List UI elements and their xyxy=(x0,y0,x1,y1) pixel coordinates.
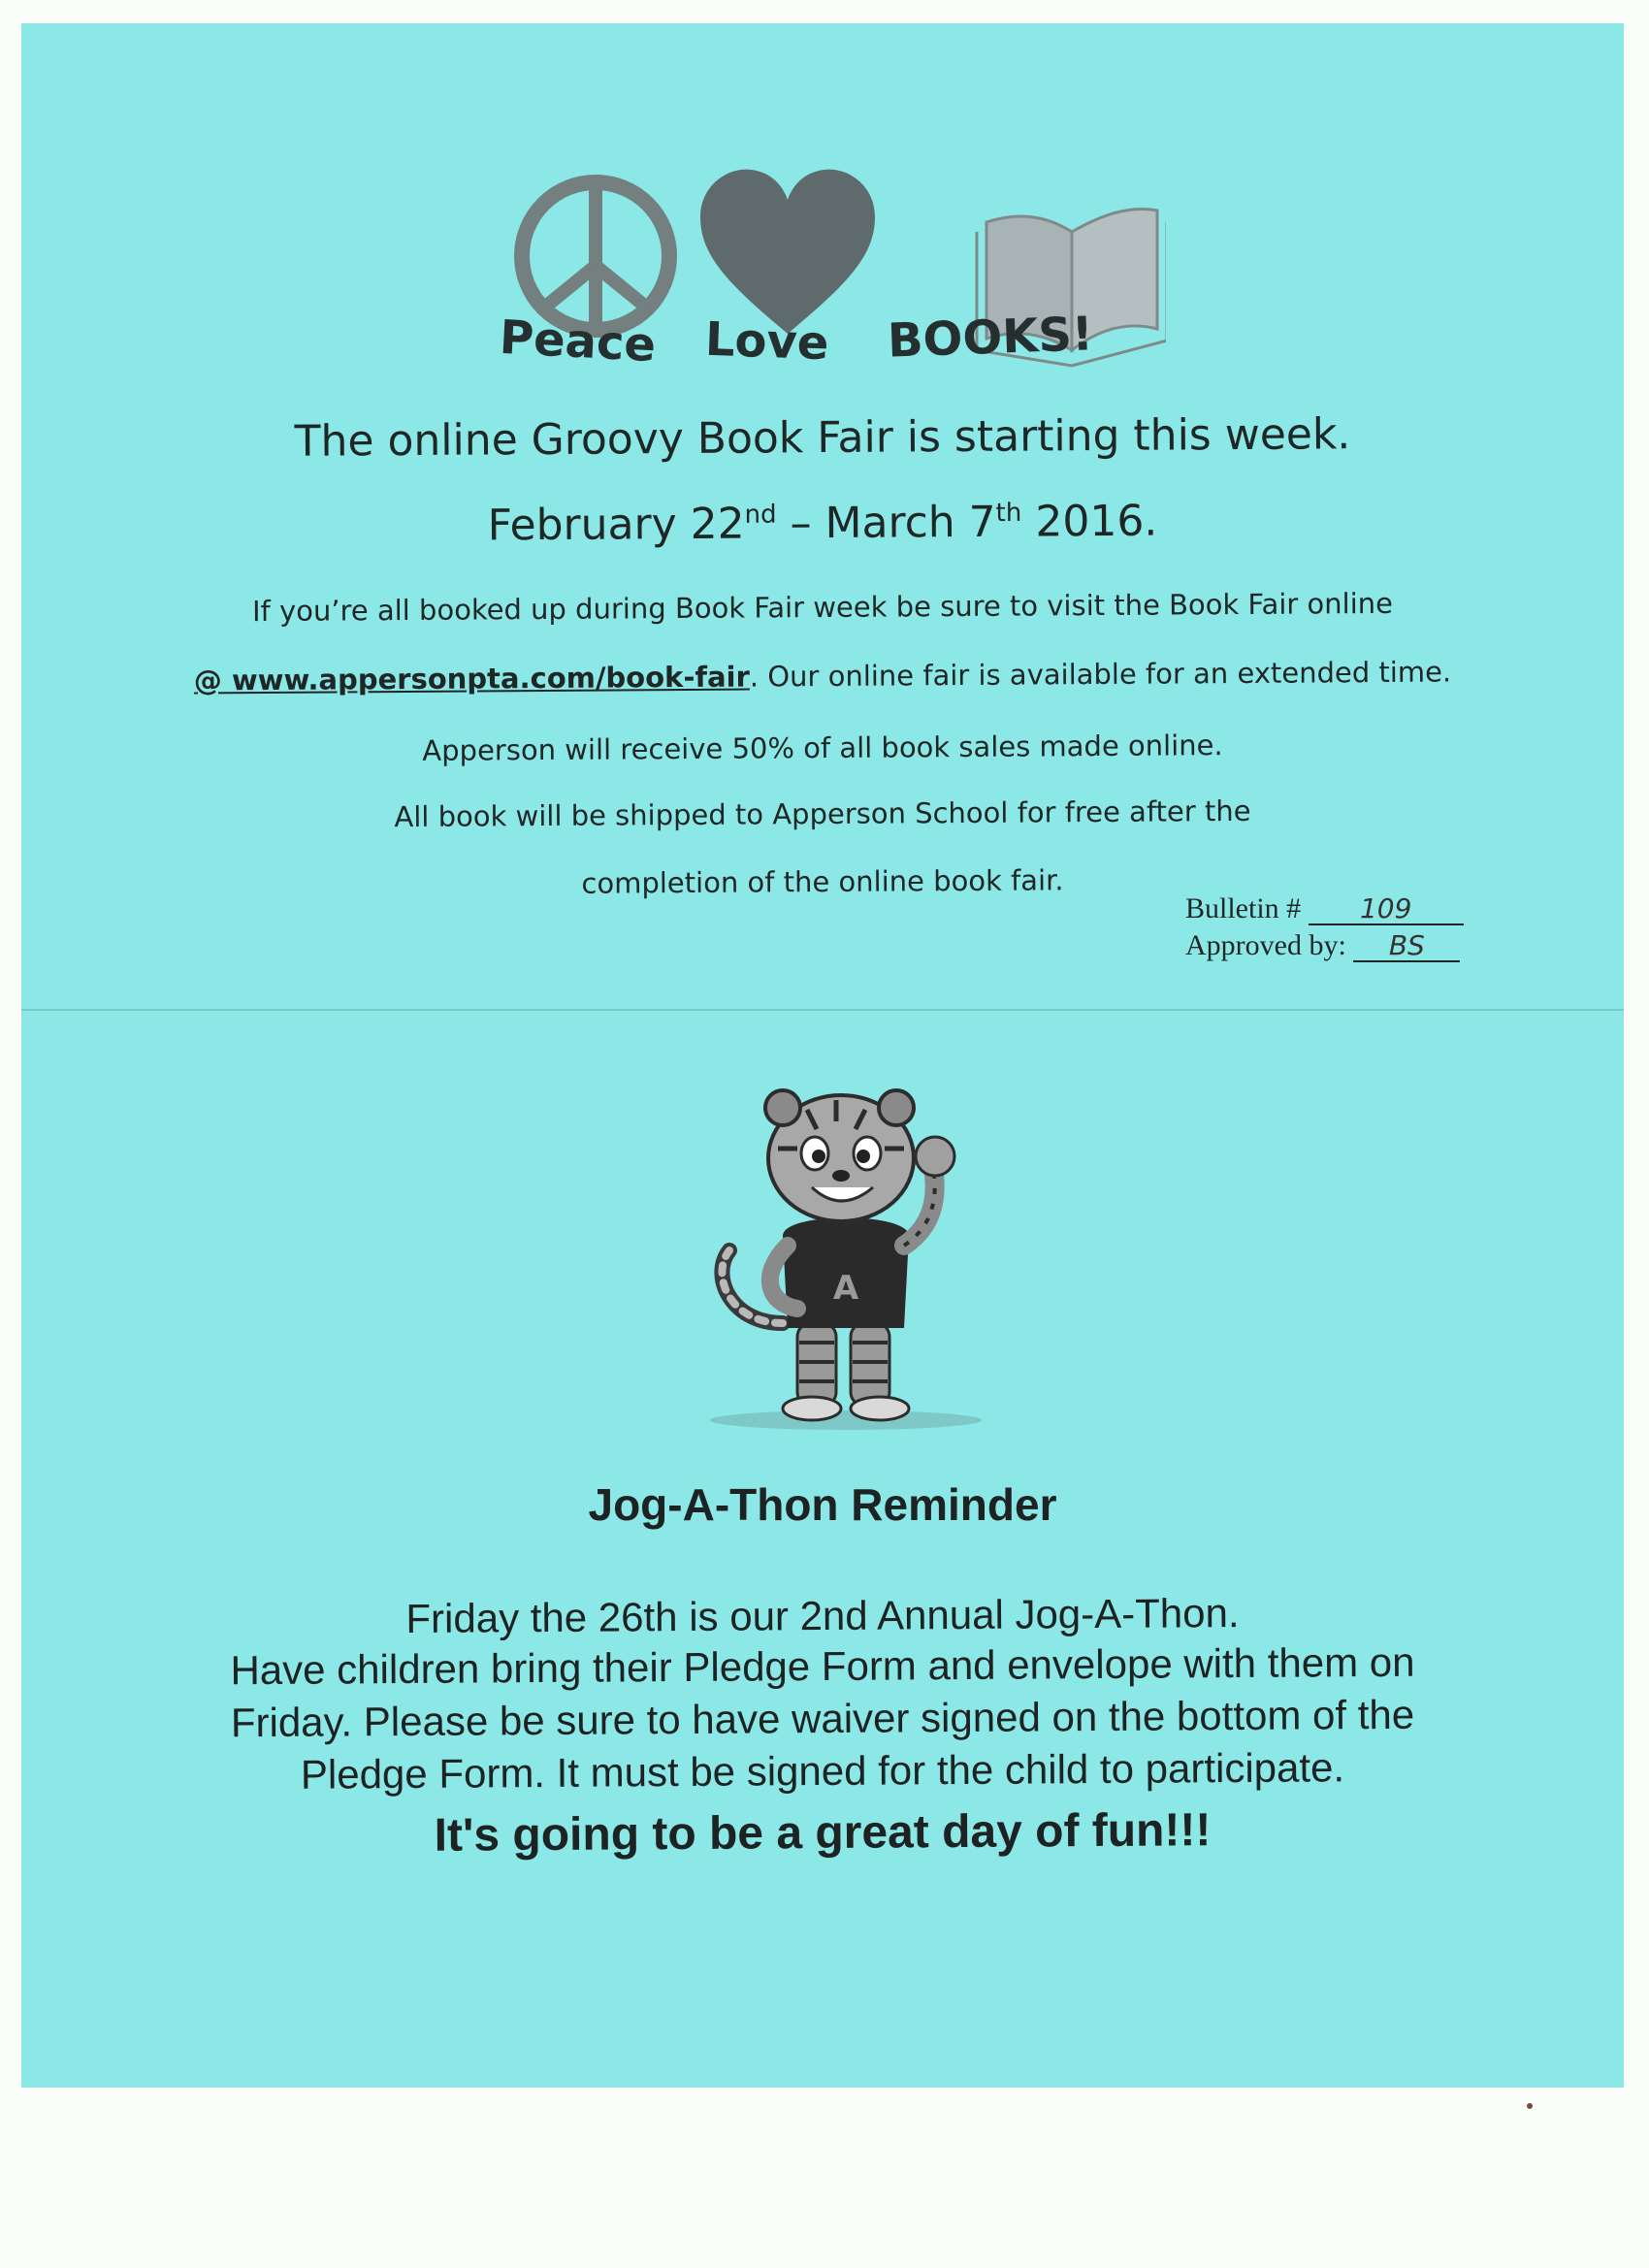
book-fair-line-5: completion of the online book fair. xyxy=(581,863,1064,900)
caption-books: BOOKS! xyxy=(887,307,1094,369)
end-date: March 7 xyxy=(824,497,996,548)
book-fair-headline: The online Groovy Book Fair is starting this week. xyxy=(294,409,1351,467)
end-date-suffix: th xyxy=(995,498,1022,529)
date-dash: – xyxy=(776,498,825,549)
jog-closing: It's going to be a great day of fun!!! xyxy=(434,1804,1212,1862)
jog-line-3: Friday. Please be sure to have waiver signed on the bottom of the xyxy=(230,1691,1415,1746)
book-fair-line-2 xyxy=(21,654,1624,698)
tiger-mascot-icon xyxy=(691,1081,1001,1440)
date-year: 2016. xyxy=(1021,496,1158,547)
book-fair-link[interactable]: @ www.appersonpta.com/book-fair xyxy=(193,660,750,697)
bulletin-label: Bulletin # xyxy=(1185,892,1302,924)
start-date: February 22 xyxy=(487,499,745,551)
book-fair-line-1: If you’re all booked up during Book Fair week be sure to visit the Book Fair online xyxy=(251,586,1394,629)
paper-speck xyxy=(1527,2103,1533,2109)
approved-label: Approved by: xyxy=(1185,929,1346,961)
approved-initials: BS xyxy=(1353,931,1460,962)
approved-by-row xyxy=(1185,929,1460,962)
peace-sign-icon xyxy=(522,182,669,330)
flyer-sheet xyxy=(21,23,1624,2088)
jog-a-thon-title: Jog-A-Thon Reminder xyxy=(588,1479,1057,1530)
book-fair-line-2-rest: . Our online fair is available for an extended time. xyxy=(749,655,1452,694)
svg-text:A: A xyxy=(832,1269,859,1308)
start-date-suffix: nd xyxy=(744,500,777,530)
book-fair-dates xyxy=(21,493,1624,554)
jog-line-2: Have children bring their Pledge Form and envelope with them on xyxy=(230,1638,1415,1694)
book-fair-line-4: All book will be shipped to Apperson School for free after the xyxy=(394,794,1251,834)
caption-love: Love xyxy=(704,311,830,372)
heart-icon xyxy=(700,170,875,334)
caption-peace: Peace xyxy=(498,309,658,373)
bulletin-number-row xyxy=(1185,892,1464,925)
jog-line-4: Pledge Form. It must be signed for the child to participate. xyxy=(300,1744,1345,1798)
bulletin-number: 109 xyxy=(1309,894,1464,925)
book-fair-line-3: Apperson will receive 50% of all book sales made online. xyxy=(422,729,1223,767)
jog-line-1: Friday the 26th is our 2nd Annual Jog-A-Thon. xyxy=(405,1590,1240,1641)
fold-line xyxy=(21,1009,1624,1011)
